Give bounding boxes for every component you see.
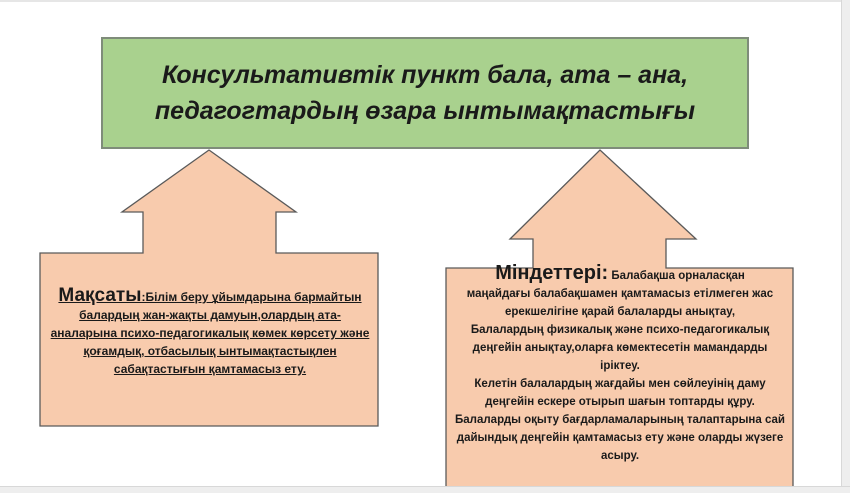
tasks-heading-line: [452, 264, 788, 285]
window-bottom-edge: [0, 486, 850, 493]
diagram-title: Консультативтік пункт бала, ата – ана, педагогтардың өзара ынтымақтастығы: [154, 61, 696, 125]
task-item: Келетін балалардың жағдайы мен сөйлеуінің даму деңгейін ескере отырып шағын топтарды құру.: [474, 378, 766, 408]
tasks-block: [452, 264, 788, 465]
task-item: Балаларды оқыту бағдарламаларының талаптарына сай дайындық деңгейін қамтамасыз ету және оларды жүзеге асыру.: [455, 414, 785, 462]
task-item: маңайдағы балабақшамен қамтамасыз етілмеген жас ерекшелігіне қарай балаларды анықтау,: [466, 288, 774, 318]
tasks-intro: Балабақша орналасқан: [611, 270, 745, 282]
goal-block: [50, 287, 370, 378]
goal-heading: Мақсаты: [58, 285, 142, 306]
tasks-heading: Міндеттері:: [495, 262, 609, 284]
window-right-edge: [841, 0, 850, 493]
goal-description: :Білім беру ұйымдарына бармайтын балардың жан-жақты дамуын,олардың ата-аналарына психо-педагогикалық көмек көрсету және қоғамдық, отбасылық ынтымақтастықлен сабақтастығын қамтамасыз ету.: [50, 290, 370, 376]
task-item: Балалардың физикалық және психо-педагогикалық деңгейін анықтау,оларға көмектесетін мамандарды іріктеу.: [470, 324, 770, 372]
